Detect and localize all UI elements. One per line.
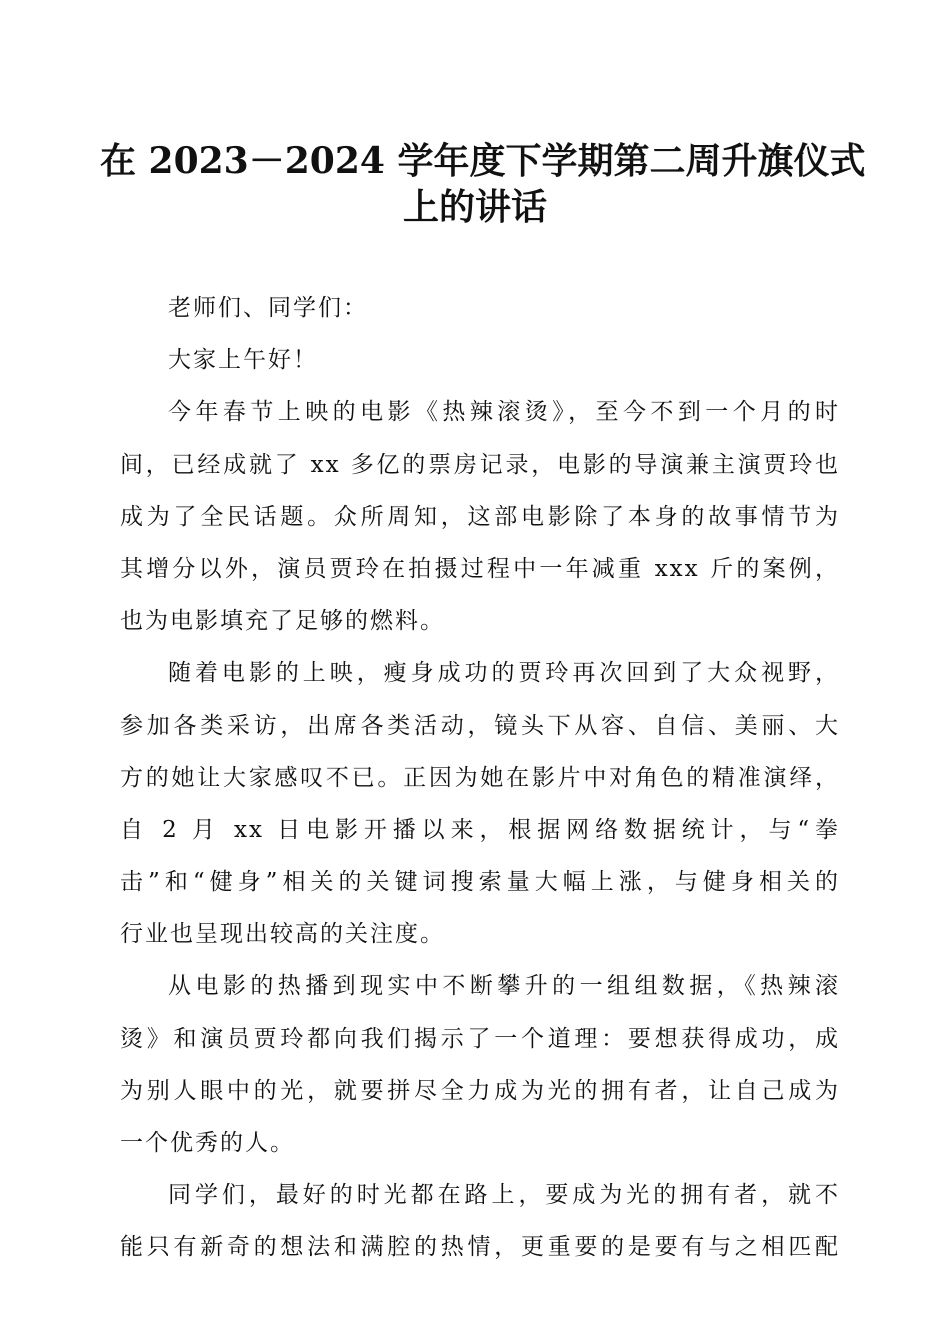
paragraph-2-line-6: 行业也呈现出较高的关注度。 — [120, 921, 445, 948]
paragraph-3-line-2: 烫》和演员贾玲都向我们揭示了一个道理：要想获得成功，成 — [120, 1025, 840, 1052]
paragraph-3-line-1: 从电影的热播到现实中不断攀升的一组组数据，《热辣滚 — [168, 973, 840, 1000]
paragraph-1-line-5: 也为电影填充了足够的燃料。 — [120, 608, 445, 635]
paragraph-2-line-3: 方的她让大家感叹不已。正因为她在影片中对角色的精准演绎， — [120, 764, 840, 791]
paragraph-2-line-1: 随着电影的上映，瘦身成功的贾玲再次回到了大众视野， — [168, 660, 840, 687]
document-body — [120, 282, 840, 1274]
paragraph-4-line-2: 能只有新奇的想法和满腔的热情，更重要的是要有与之相匹配 — [120, 1234, 840, 1261]
paragraph-1-line-1: 今年春节上映的电影《热辣滚烫》，至今不到一个月的时 — [168, 399, 840, 426]
document-title-line-2: 上的讲话 — [402, 186, 547, 228]
paragraph-3-line-3: 为别人眼中的光，就要拼尽全力成为光的拥有者，让自己成为 — [120, 1077, 840, 1104]
paragraph-1-line-3: 成为了全民话题。众所周知，这部电影除了本身的故事情节为 — [120, 503, 840, 530]
paragraph-1-line-2: 间，已经成就了 xx 多亿的票房记录，电影的导演兼主演贾玲也 — [120, 451, 840, 478]
document-title-line-1: 在 2023－2024 学年度下学期第二周升旗仪式 — [100, 140, 866, 182]
salutation-line: 老师们、同学们： — [168, 295, 368, 321]
paragraph-2-line-2: 参加各类采访，出席各类活动，镜头下从容、自信、美丽、大 — [120, 712, 840, 739]
paragraph-2-line-4: 自 2 月 xx 日电影开播以来，根据网络数据统计，与“拳 — [120, 816, 840, 843]
paragraph-1-line-4: 其增分以外，演员贾玲在拍摄过程中一年减重 xxx 斤的案例， — [120, 555, 840, 582]
paragraph-2-line-5: 击”和“健身”相关的关键词搜索量大幅上涨，与健身相关的 — [120, 869, 840, 896]
paragraph-3-line-4: 一个优秀的人。 — [120, 1130, 295, 1156]
paragraph-4-line-1: 同学们，最好的时光都在路上，要成为光的拥有者，就不 — [168, 1182, 840, 1209]
greeting-line: 大家上午好！ — [168, 347, 318, 374]
